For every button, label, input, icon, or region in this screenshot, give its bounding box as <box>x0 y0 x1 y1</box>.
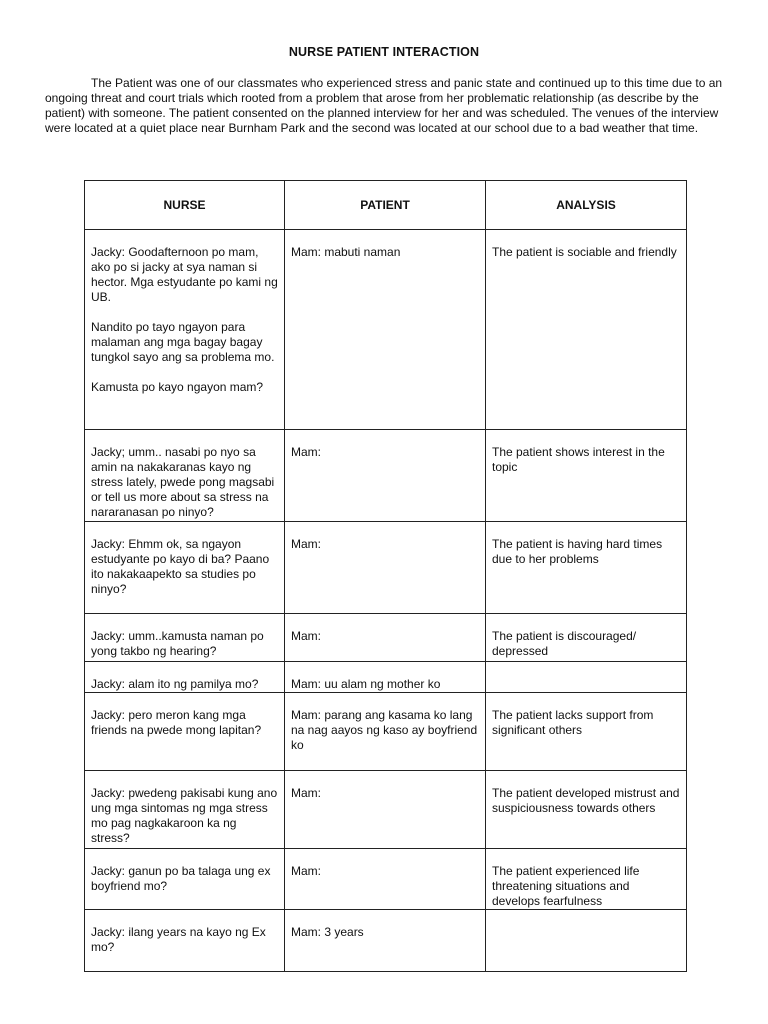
header-nurse: NURSE <box>85 181 285 230</box>
analysis-cell: The patient experienced life threatening situations and develops fearfulness <box>486 849 687 910</box>
header-analysis: ANALYSIS <box>486 181 687 230</box>
table-row <box>85 693 687 771</box>
nurse-line: Nandito po tayo ngayon para malaman ang mga bagay bagay tungkol sayo ang sa problema mo. <box>91 320 275 364</box>
intro-paragraph <box>45 76 727 136</box>
patient-cell: Mam: <box>285 430 486 522</box>
nurse-cell <box>85 230 285 430</box>
nurse-cell: Jacky: pero meron kang mga friends na pwede mong lapitan? <box>85 693 285 771</box>
patient-cell: Mam: 3 years <box>285 910 486 972</box>
intro-text: The Patient was one of our classmates who experienced stress and panic state and continued up to this time due to an ongoing threat and court trials which rooted from a problem that arose from her problematic relationship (as describe by the patient) with someone. The patient consented on the planned interview for her and was scheduled. The venues of the interview were located at a quiet place near Burnham Park and the second was located at our school due to a bad weather that time. <box>45 76 723 135</box>
patient-cell: Mam: <box>285 522 486 614</box>
patient-cell: Mam: <box>285 771 486 849</box>
header-patient: PATIENT <box>285 181 486 230</box>
nurse-cell: Jacky: pwedeng pakisabi kung ano ung mga sintomas ng mga stress mo pag nagkakaroon ka ng stress? <box>85 771 285 849</box>
analysis-cell <box>486 662 687 693</box>
document-title: NURSE PATIENT INTERACTION <box>288 45 480 59</box>
patient-cell: Mam: parang ang kasama ko lang na nag aayos ng kaso ay boyfriend ko <box>285 693 486 771</box>
table-row <box>85 771 687 849</box>
nurse-cell: Jacky: alam ito ng pamilya mo? <box>85 662 285 693</box>
table-header-row <box>85 181 687 230</box>
nurse-cell: Jacky: Ehmm ok, sa ngayon estudyante po kayo di ba? Paano ito nakakaapekto sa studies po ninyo? <box>85 522 285 614</box>
analysis-cell: The patient is sociable and friendly <box>486 230 687 430</box>
table-row <box>85 614 687 662</box>
table-row <box>85 662 687 693</box>
analysis-cell: The patient developed mistrust and suspiciousness towards others <box>486 771 687 849</box>
patient-cell: Mam: uu alam ng mother ko <box>285 662 486 693</box>
interaction-table <box>84 180 687 972</box>
analysis-cell: The patient lacks support from significant others <box>486 693 687 771</box>
nurse-cell: Jacky: umm..kamusta naman po yong takbo ng hearing? <box>85 614 285 662</box>
analysis-cell: The patient is having hard times due to her problems <box>486 522 687 614</box>
analysis-cell <box>486 910 687 972</box>
nurse-line: Jacky: Goodafternoon po mam, ako po si jacky at sya naman si hector. Mga estyudante po kami ng UB. <box>91 245 278 304</box>
table-row <box>85 849 687 910</box>
table-row <box>85 430 687 522</box>
patient-cell: Mam: mabuti naman <box>285 230 486 430</box>
analysis-cell: The patient is discouraged/ depressed <box>486 614 687 662</box>
table-row <box>85 522 687 614</box>
nurse-cell: Jacky: ilang years na kayo ng Ex mo? <box>85 910 285 972</box>
patient-cell: Mam: <box>285 614 486 662</box>
nurse-cell: Jacky: ganun po ba talaga ung ex boyfriend mo? <box>85 849 285 910</box>
table-row <box>85 910 687 972</box>
analysis-cell: The patient shows interest in the topic <box>486 430 687 522</box>
nurse-line: Kamusta po kayo ngayon mam? <box>91 380 264 394</box>
table-row <box>85 230 687 430</box>
patient-cell: Mam: <box>285 849 486 910</box>
nurse-cell: Jacky; umm.. nasabi po nyo sa amin na nakakaranas kayo ng stress lately, pwede pong magsabi or tell us more about sa stress na nararanasan po ninyo? <box>85 430 285 522</box>
